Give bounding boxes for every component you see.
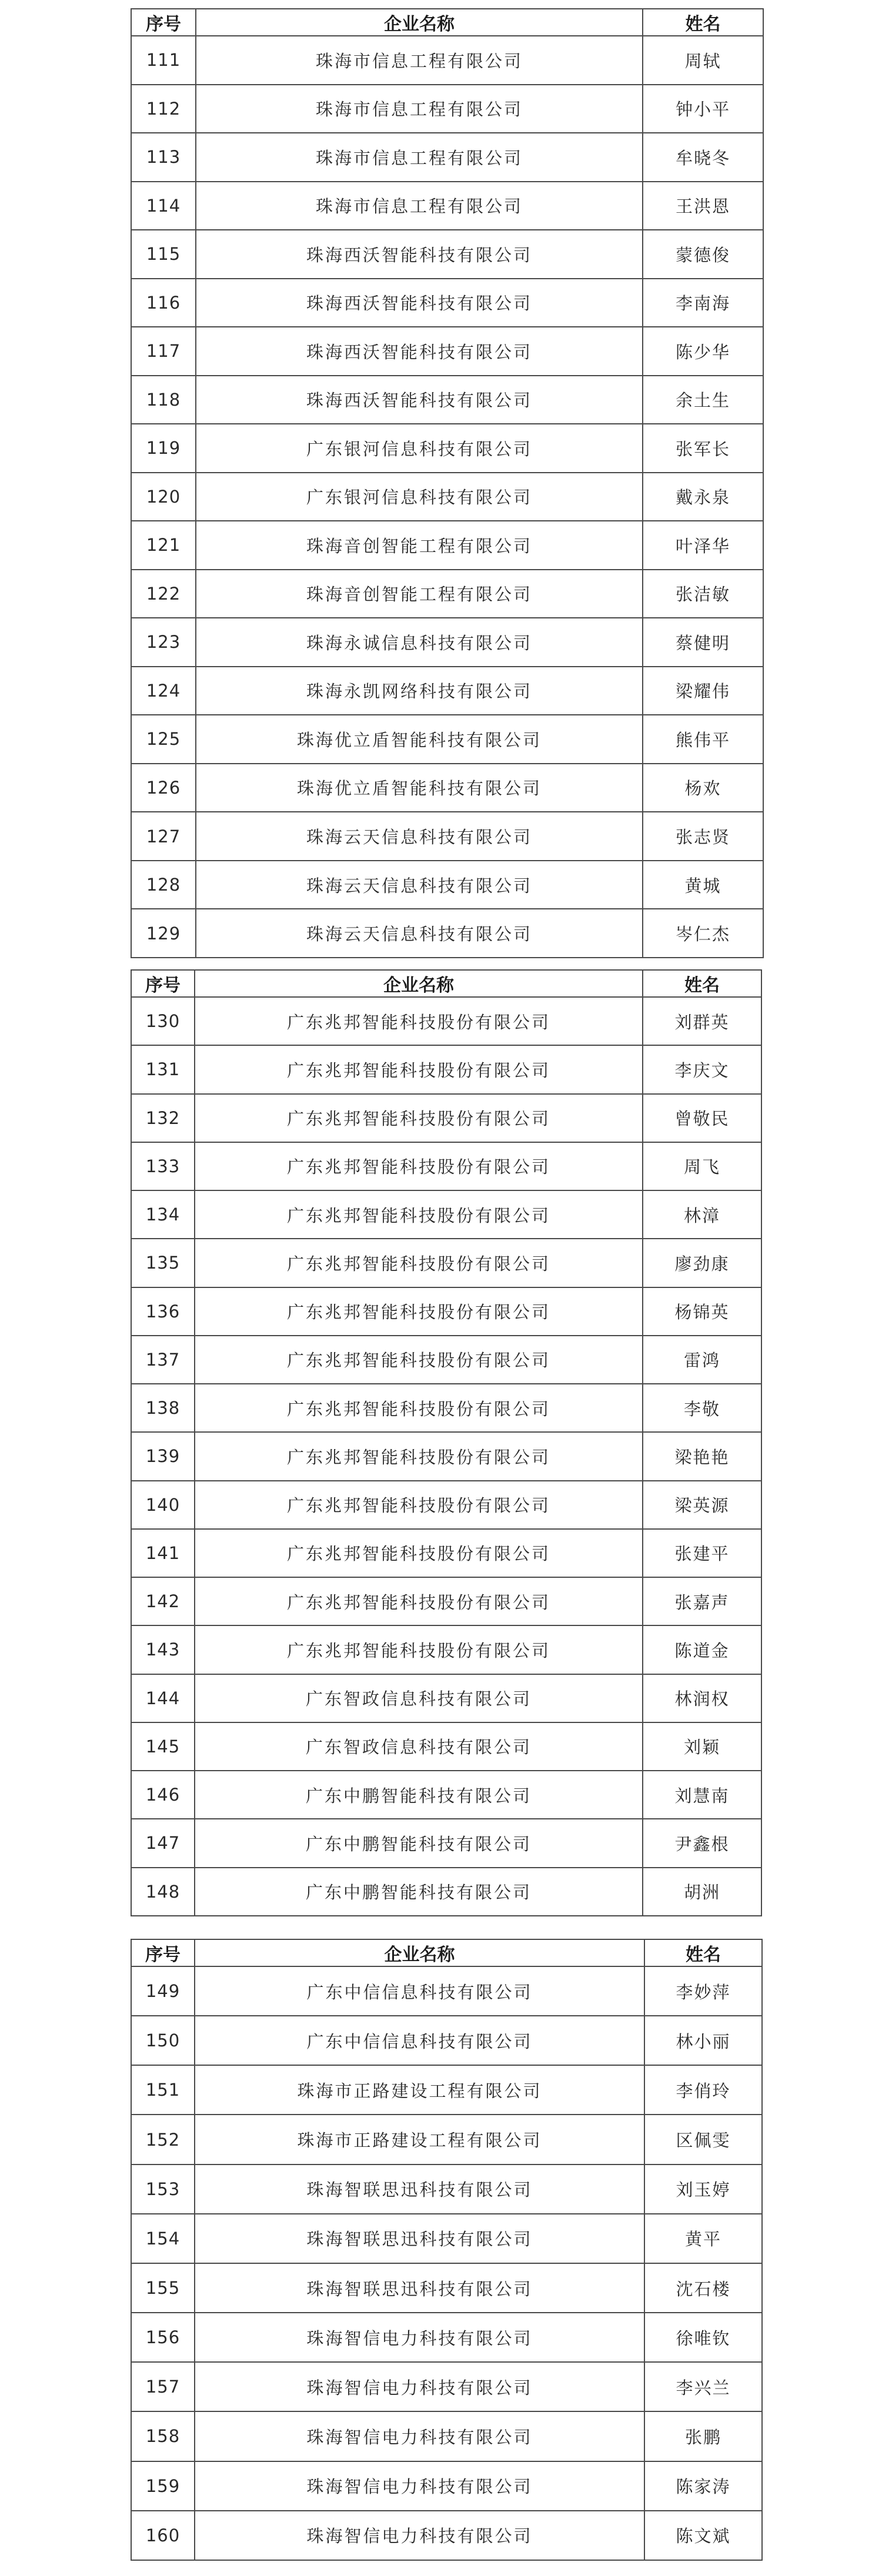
cell-seq: 159 (131, 2461, 195, 2511)
cell-name: 刘颖 (643, 1722, 761, 1771)
cell-name: 刘群英 (643, 997, 761, 1045)
cell-name: 刘慧南 (643, 1771, 761, 1819)
table-row (131, 424, 763, 473)
header-seq: 序号 (131, 9, 196, 36)
cell-company: 珠海智信电力科技有限公司 (195, 2411, 644, 2461)
cell-company: 珠海西沃智能科技有限公司 (196, 376, 643, 424)
cell-name: 张洁敏 (643, 570, 763, 618)
cell-company: 珠海永凯网络科技有限公司 (196, 667, 643, 715)
table-row (131, 1142, 761, 1190)
cell-company: 广东兆邦智能科技股份有限公司 (195, 1625, 643, 1674)
cell-company: 珠海市信息工程有限公司 (196, 182, 643, 230)
table-row (131, 1722, 761, 1771)
cell-name: 陈文斌 (644, 2511, 762, 2560)
cell-name: 廖劲康 (643, 1239, 761, 1287)
table-row (131, 2362, 762, 2411)
cell-company: 珠海市信息工程有限公司 (196, 85, 643, 133)
cell-company: 广东兆邦智能科技股份有限公司 (195, 1577, 643, 1625)
cell-company: 珠海西沃智能科技有限公司 (196, 327, 643, 376)
table-row (131, 2115, 762, 2164)
cell-name: 曾敬民 (643, 1094, 761, 1142)
cell-name: 岑仁杰 (643, 909, 763, 958)
table-row (131, 1966, 762, 2016)
table-row (131, 1336, 761, 1384)
table-row (131, 909, 763, 958)
table-row (131, 2313, 762, 2362)
cell-seq: 117 (131, 327, 196, 376)
table-row (131, 182, 763, 230)
cell-name: 蔡健明 (643, 618, 763, 667)
cell-seq: 132 (131, 1094, 195, 1142)
cell-company: 广东中信信息科技有限公司 (195, 2016, 644, 2065)
cell-name: 张鹏 (644, 2411, 762, 2461)
cell-company: 珠海永诚信息科技有限公司 (196, 618, 643, 667)
cell-seq: 152 (131, 2115, 195, 2164)
table-row (131, 2411, 762, 2461)
cell-name: 周轼 (643, 36, 763, 85)
cell-company: 广东兆邦智能科技股份有限公司 (195, 1287, 643, 1336)
cell-seq: 151 (131, 2065, 195, 2115)
table-header-row (131, 9, 763, 36)
cell-seq: 136 (131, 1287, 195, 1336)
roster-table-3 (131, 1939, 763, 2561)
cell-seq: 116 (131, 279, 196, 327)
table-row (131, 1529, 761, 1577)
cell-company: 广东中鹏智能科技有限公司 (195, 1868, 643, 1916)
cell-company: 广东兆邦智能科技股份有限公司 (195, 1529, 643, 1577)
table-row (131, 2461, 762, 2511)
cell-company: 珠海优立盾智能科技有限公司 (196, 715, 643, 764)
cell-company: 广东兆邦智能科技股份有限公司 (195, 1239, 643, 1287)
cell-company: 广东兆邦智能科技股份有限公司 (195, 1384, 643, 1432)
header-name: 姓名 (643, 970, 761, 997)
table-row (131, 376, 763, 424)
cell-seq: 123 (131, 618, 196, 667)
cell-name: 林小丽 (644, 2016, 762, 2065)
cell-seq: 129 (131, 909, 196, 958)
table-row (131, 1094, 761, 1142)
cell-seq: 153 (131, 2164, 195, 2214)
cell-seq: 141 (131, 1529, 195, 1577)
cell-company: 珠海智联思迅科技有限公司 (195, 2164, 644, 2214)
cell-seq: 138 (131, 1384, 195, 1432)
roster-table-1 (131, 8, 764, 958)
cell-company: 珠海市信息工程有限公司 (196, 36, 643, 85)
cell-name: 黄城 (643, 861, 763, 909)
cell-company: 广东兆邦智能科技股份有限公司 (195, 1481, 643, 1529)
cell-company: 广东智政信息科技有限公司 (195, 1722, 643, 1771)
cell-seq: 115 (131, 230, 196, 279)
cell-seq: 127 (131, 812, 196, 861)
cell-seq: 113 (131, 133, 196, 182)
table-row (131, 36, 763, 85)
cell-seq: 149 (131, 1966, 195, 2016)
table-row (131, 2016, 762, 2065)
header-seq: 序号 (131, 1939, 195, 1966)
cell-name: 张军长 (643, 424, 763, 473)
table-row (131, 2065, 762, 2115)
table-row (131, 1771, 761, 1819)
cell-company: 珠海优立盾智能科技有限公司 (196, 764, 643, 812)
cell-seq: 157 (131, 2362, 195, 2411)
table-row (131, 618, 763, 667)
cell-company: 广东中鹏智能科技有限公司 (195, 1819, 643, 1867)
cell-seq: 148 (131, 1868, 195, 1916)
cell-company: 珠海智联思迅科技有限公司 (195, 2214, 644, 2263)
table-row (131, 812, 763, 861)
cell-company: 广东兆邦智能科技股份有限公司 (195, 1190, 643, 1239)
cell-name: 陈家涛 (644, 2461, 762, 2511)
table-row (131, 1190, 761, 1239)
header-company: 企业名称 (196, 9, 643, 36)
cell-name: 林润权 (643, 1674, 761, 1722)
cell-seq: 124 (131, 667, 196, 715)
cell-company: 珠海云天信息科技有限公司 (196, 909, 643, 958)
table-row (131, 764, 763, 812)
cell-seq: 134 (131, 1190, 195, 1239)
cell-name: 张嘉声 (643, 1577, 761, 1625)
header-company: 企业名称 (195, 970, 643, 997)
cell-company: 珠海西沃智能科技有限公司 (196, 230, 643, 279)
cell-seq: 156 (131, 2313, 195, 2362)
cell-name: 李南海 (643, 279, 763, 327)
cell-name: 胡洲 (643, 1868, 761, 1916)
cell-seq: 122 (131, 570, 196, 618)
cell-name: 区佩雯 (644, 2115, 762, 2164)
table-row (131, 473, 763, 521)
table-row (131, 861, 763, 909)
table-row (131, 1625, 761, 1674)
cell-company: 珠海市信息工程有限公司 (196, 133, 643, 182)
cell-name: 李兴兰 (644, 2362, 762, 2411)
cell-company: 珠海市正路建设工程有限公司 (195, 2065, 644, 2115)
cell-seq: 142 (131, 1577, 195, 1625)
table-row (131, 279, 763, 327)
table-row (131, 715, 763, 764)
cell-company: 珠海音创智能工程有限公司 (196, 570, 643, 618)
cell-name: 李妙萍 (644, 1966, 762, 2016)
cell-name: 杨欢 (643, 764, 763, 812)
cell-company: 广东银河信息科技有限公司 (196, 424, 643, 473)
cell-seq: 147 (131, 1819, 195, 1867)
cell-name: 戴永泉 (643, 473, 763, 521)
cell-name: 陈少华 (643, 327, 763, 376)
cell-company: 广东银河信息科技有限公司 (196, 473, 643, 521)
cell-company: 广东兆邦智能科技股份有限公司 (195, 997, 643, 1045)
cell-seq: 125 (131, 715, 196, 764)
table-row (131, 2263, 762, 2313)
cell-name: 李俏玲 (644, 2065, 762, 2115)
cell-company: 珠海智信电力科技有限公司 (195, 2362, 644, 2411)
cell-company: 广东中鹏智能科技有限公司 (195, 1771, 643, 1819)
table-row (131, 2214, 762, 2263)
cell-seq: 111 (131, 36, 196, 85)
cell-seq: 146 (131, 1771, 195, 1819)
cell-name: 李庆文 (643, 1045, 761, 1093)
table-row (131, 1868, 761, 1916)
cell-name: 蒙德俊 (643, 230, 763, 279)
table-row (131, 1674, 761, 1722)
cell-name: 余土生 (643, 376, 763, 424)
cell-name: 沈石楼 (644, 2263, 762, 2313)
cell-name: 刘玉婷 (644, 2164, 762, 2214)
cell-company: 广东兆邦智能科技股份有限公司 (195, 1094, 643, 1142)
cell-name: 牟晓冬 (643, 133, 763, 182)
cell-company: 广东智政信息科技有限公司 (195, 1674, 643, 1722)
cell-seq: 158 (131, 2411, 195, 2461)
header-name: 姓名 (643, 9, 763, 36)
cell-seq: 119 (131, 424, 196, 473)
table-row (131, 521, 763, 570)
table-row (131, 1384, 761, 1432)
cell-seq: 133 (131, 1142, 195, 1190)
cell-seq: 118 (131, 376, 196, 424)
cell-seq: 140 (131, 1481, 195, 1529)
cell-seq: 120 (131, 473, 196, 521)
cell-seq: 112 (131, 85, 196, 133)
cell-company: 广东兆邦智能科技股份有限公司 (195, 1336, 643, 1384)
cell-name: 梁英源 (643, 1481, 761, 1529)
cell-seq: 137 (131, 1336, 195, 1384)
table-row (131, 1577, 761, 1625)
cell-seq: 144 (131, 1674, 195, 1722)
cell-name: 梁艳艳 (643, 1432, 761, 1480)
cell-company: 珠海西沃智能科技有限公司 (196, 279, 643, 327)
cell-company: 珠海云天信息科技有限公司 (196, 812, 643, 861)
cell-name: 李敬 (643, 1384, 761, 1432)
cell-name: 张建平 (643, 1529, 761, 1577)
cell-name: 黄平 (644, 2214, 762, 2263)
cell-name: 雷鸿 (643, 1336, 761, 1384)
cell-seq: 131 (131, 1045, 195, 1093)
cell-name: 梁耀伟 (643, 667, 763, 715)
header-company: 企业名称 (195, 1939, 644, 1966)
header-seq: 序号 (131, 970, 195, 997)
cell-name: 陈道金 (643, 1625, 761, 1674)
cell-company: 珠海智信电力科技有限公司 (195, 2313, 644, 2362)
cell-company: 广东兆邦智能科技股份有限公司 (195, 1045, 643, 1093)
cell-company: 珠海智信电力科技有限公司 (195, 2461, 644, 2511)
table-row (131, 2164, 762, 2214)
table-row (131, 570, 763, 618)
cell-name: 林漳 (643, 1190, 761, 1239)
table-row (131, 1239, 761, 1287)
table-header-row (131, 970, 761, 997)
roster-table-2 (131, 969, 762, 1916)
header-name: 姓名 (644, 1939, 762, 1966)
cell-name: 张志贤 (643, 812, 763, 861)
table-row (131, 133, 763, 182)
cell-company: 珠海市正路建设工程有限公司 (195, 2115, 644, 2164)
cell-seq: 114 (131, 182, 196, 230)
table-row (131, 667, 763, 715)
cell-seq: 145 (131, 1722, 195, 1771)
cell-name: 王洪恩 (643, 182, 763, 230)
cell-name: 徐唯钦 (644, 2313, 762, 2362)
cell-company: 广东中信信息科技有限公司 (195, 1966, 644, 2016)
table-row (131, 997, 761, 1045)
table-row (131, 1819, 761, 1867)
cell-name: 钟小平 (643, 85, 763, 133)
table-row (131, 1287, 761, 1336)
table-row (131, 1045, 761, 1093)
cell-company: 珠海云天信息科技有限公司 (196, 861, 643, 909)
cell-company: 广东兆邦智能科技股份有限公司 (195, 1432, 643, 1480)
cell-seq: 155 (131, 2263, 195, 2313)
cell-seq: 128 (131, 861, 196, 909)
cell-company: 珠海智信电力科技有限公司 (195, 2511, 644, 2560)
cell-seq: 150 (131, 2016, 195, 2065)
table-row (131, 2511, 762, 2560)
table-row (131, 327, 763, 376)
table-header-row (131, 1939, 762, 1966)
table-row (131, 85, 763, 133)
cell-name: 熊伟平 (643, 715, 763, 764)
table-row (131, 230, 763, 279)
cell-company: 广东兆邦智能科技股份有限公司 (195, 1142, 643, 1190)
cell-seq: 126 (131, 764, 196, 812)
cell-name: 杨锦英 (643, 1287, 761, 1336)
cell-seq: 121 (131, 521, 196, 570)
cell-name: 叶泽华 (643, 521, 763, 570)
cell-seq: 143 (131, 1625, 195, 1674)
cell-seq: 154 (131, 2214, 195, 2263)
cell-name: 周飞 (643, 1142, 761, 1190)
table-row (131, 1432, 761, 1480)
table-row (131, 1481, 761, 1529)
cell-seq: 160 (131, 2511, 195, 2560)
cell-seq: 135 (131, 1239, 195, 1287)
cell-company: 珠海智联思迅科技有限公司 (195, 2263, 644, 2313)
cell-company: 珠海音创智能工程有限公司 (196, 521, 643, 570)
cell-name: 尹鑫根 (643, 1819, 761, 1867)
cell-seq: 130 (131, 997, 195, 1045)
cell-seq: 139 (131, 1432, 195, 1480)
